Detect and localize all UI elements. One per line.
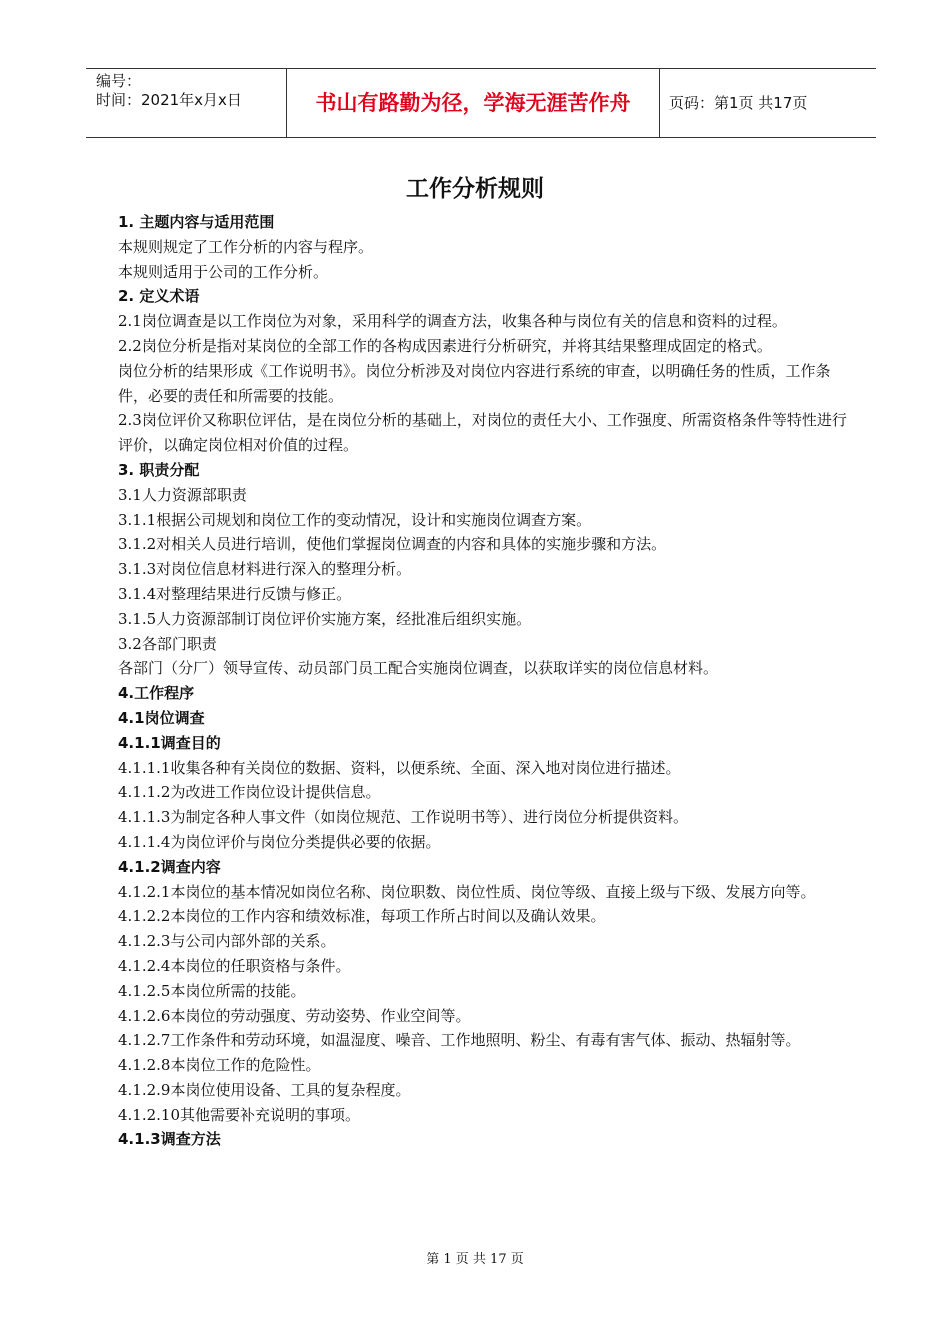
body-paragraph: 3.2各部门职责	[118, 634, 217, 653]
header-meta	[86, 69, 286, 137]
body-paragraph: 4.1.1.2为改进工作岗位设计提供信息。	[118, 783, 381, 802]
section-heading: 2. 定义术语	[118, 287, 200, 306]
document-title: 工作分析规则	[406, 176, 544, 202]
body-paragraph: 3.1.2对相关人员进行培训，使他们掌握岗位调查的内容和具体的实施步骤和方法。	[118, 535, 667, 554]
body-paragraph: 4.1.2.4本岗位的任职资格与条件。	[118, 956, 351, 975]
section-heading: 4.1.3调查方法	[118, 1130, 221, 1149]
body-paragraph: 4.1.2.6本岗位的劳动强度、劳动姿势、作业空间等。	[118, 1006, 471, 1025]
body-paragraph: 4.1.2.1本岗位的基本情况如岗位名称、岗位职数、岗位性质、岗位等级、直接上级与下级、发展方向等。	[118, 882, 816, 901]
body-paragraph: 4.1.2.3与公司内部外部的关系。	[118, 932, 336, 951]
section-heading: 4.1.2调查内容	[118, 857, 221, 876]
body-paragraph: 岗位分析的结果形成《工作说明书》。岗位分析涉及对岗位内容进行系统的审查，以明确任务的性质，工作条件，必要的责任和所需要的技能。	[118, 361, 831, 405]
number-label: 编号：	[96, 72, 142, 90]
body-paragraph: 3.1.3对岗位信息材料进行深入的整理分析。	[118, 560, 412, 579]
section-heading: 1. 主题内容与适用范围	[118, 213, 275, 231]
body-paragraph: 4.1.2.5本岗位所需的技能。	[118, 981, 306, 1000]
body-paragraph: 4.1.2.9本岗位使用设备、工具的复杂程度。	[118, 1080, 411, 1099]
section-heading: 4.1岗位调查	[118, 708, 205, 727]
body-paragraph: 2.3岗位评价又称职位评估，是在岗位分析的基础上，对岗位的责任大小、工作强度、所需资格条件等特性进行评价，以确定岗位相对价值的过程。	[118, 411, 847, 455]
body-paragraph: 4.1.2.7工作条件和劳动环境，如温湿度、噪音、工作地照明、粉尘、有毒有害气体、振动、热辐射等。	[118, 1031, 801, 1050]
body-paragraph: 4.1.2.8本岗位工作的危险性。	[118, 1056, 321, 1075]
body-paragraph: 4.1.2.2本岗位的工作内容和绩效标准，每项工作所占时间以及确认效果。	[118, 907, 606, 926]
time-label: 时间：2021年x月x日	[96, 91, 242, 109]
body-paragraph: 4.1.1.3为制定各种人事文件（如岗位规范、工作说明书等）、进行岗位分析提供资料。	[118, 808, 688, 827]
body-paragraph: 3.1人力资源部职责	[118, 485, 247, 504]
page-footer: 第 1 页 共 17 页	[426, 1252, 524, 1267]
body-paragraph: 2.2岗位分析是指对某岗位的全部工作的各构成因素进行分析研究，并将其结果整理成固定的格式。	[118, 336, 772, 355]
document-header	[86, 68, 876, 138]
body-paragraph: 各部门（分厂）领导宣传、动员部门员工配合实施岗位调查，以获取详实的岗位信息材料。	[118, 659, 719, 678]
body-paragraph: 3.1.1根据公司规划和岗位工作的变动情况，设计和实施岗位调查方案。	[118, 510, 592, 529]
section-heading: 4.工作程序	[118, 684, 195, 703]
header-motto: 书山有路勤为径，学海无涯苦作舟	[286, 69, 660, 137]
body-paragraph: 3.1.5人力资源部制订岗位评价实施方案，经批准后组织实施。	[118, 609, 532, 628]
section-heading: 4.1.1调查目的	[118, 733, 221, 752]
document-body	[118, 210, 858, 1152]
body-paragraph: 本规则规定了工作分析的内容与程序。	[118, 237, 374, 256]
body-paragraph: 4.1.2.10其他需要补充说明的事项。	[118, 1105, 361, 1124]
body-paragraph: 4.1.1.4为岗位评价与岗位分类提供必要的依据。	[118, 832, 441, 851]
section-heading: 3. 职责分配	[118, 460, 200, 479]
body-paragraph: 2.1岗位调查是以工作岗位为对象，采用科学的调查方法，收集各种与岗位有关的信息和资料的过程。	[118, 312, 787, 331]
body-paragraph: 4.1.1.1收集各种有关岗位的数据、资料，以便系统、全面、深入地对岗位进行描述。	[118, 758, 681, 777]
body-paragraph: 本规则适用于公司的工作分析。	[118, 262, 329, 281]
header-page-info: 页码：第1页 共17页	[669, 94, 808, 112]
body-paragraph: 3.1.4对整理结果进行反馈与修正。	[118, 584, 352, 603]
